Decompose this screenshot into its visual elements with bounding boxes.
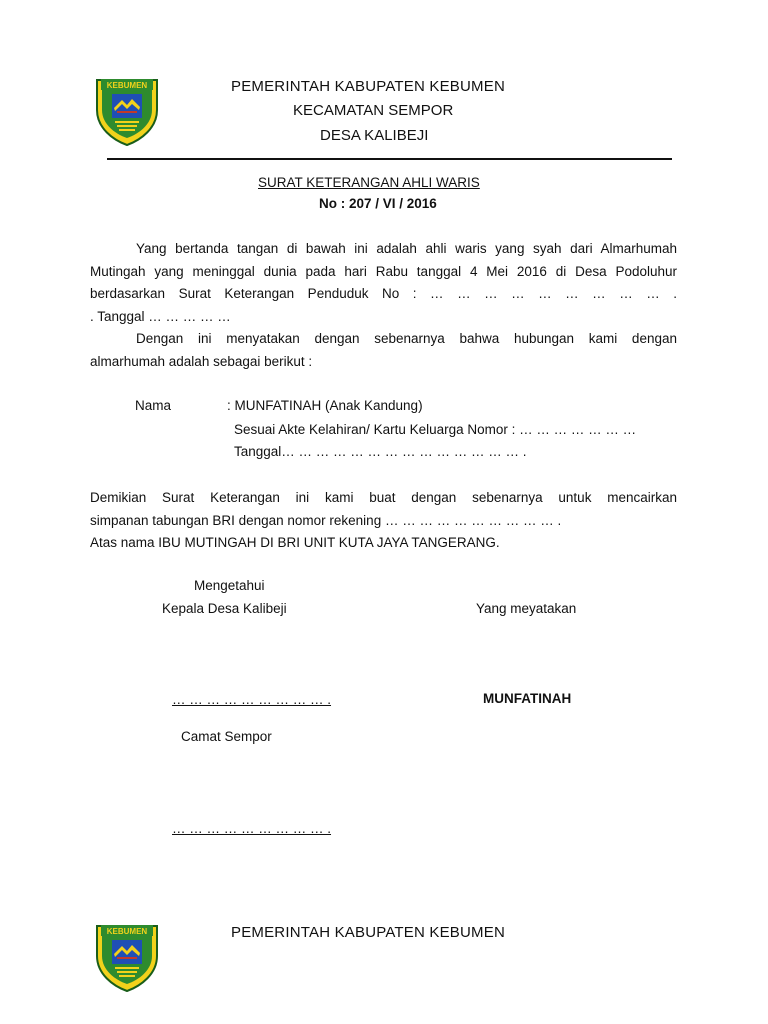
heir-name-label: Nama <box>135 398 172 413</box>
kebumen-emblem-logo <box>95 920 159 992</box>
paragraph-opening <box>90 238 677 373</box>
paragraph-line: Yang bertanda tangan di bawah ini adalah ahli waris yang syah dari Almarhumah <box>136 241 677 256</box>
paragraph-line: simpanan tabungan BRI dengan nomor rekening … … … … … … … … … … . <box>90 512 562 528</box>
birth-date-line: Tanggal… … … … … … … … … … … … … … . <box>234 444 527 459</box>
document-number: No : 207 / VI / 2016 <box>319 196 437 211</box>
declarant-title: Yang meyatakan <box>476 601 577 616</box>
village-head-signature-line: … … … … … … … … … . <box>172 692 332 707</box>
svg-text:KEBUMEN: KEBUMEN <box>106 81 148 90</box>
subdistrict-head-title: Camat Sempor <box>181 729 272 744</box>
paragraph-line: Mutingah yang meninggal dunia pada hari Rabu tanggal 4 Mei 2016 di Desa Podoluhur <box>90 263 677 279</box>
declarant-name: MUNFATINAH <box>483 691 572 706</box>
paragraph-closing <box>90 487 677 555</box>
paragraph-line: berdasarkan Surat Keterangan Penduduk No : … … … … … … … … … . <box>90 286 677 301</box>
acknowledged-label: Mengetahui <box>194 578 265 593</box>
paragraph-line: almarhumah adalah sebagai berikut : <box>90 353 313 369</box>
document-title: SURAT KETERANGAN AHLI WARIS <box>258 175 480 190</box>
header-government-line: PEMERINTAH KABUPATEN KEBUMEN <box>231 78 505 95</box>
village-head-title: Kepala Desa Kalibeji <box>162 601 287 616</box>
kebumen-emblem-logo <box>95 74 159 146</box>
header-village-line: DESA KALIBEJI <box>320 127 429 144</box>
paragraph-line: Atas nama IBU MUTINGAH DI BRI UNIT KUTA JAYA TANGERANG. <box>90 535 500 550</box>
birth-certificate-line: Sesuai Akte Kelahiran/ Kartu Keluarga Nomor : … … … … … … … <box>234 422 637 437</box>
subdistrict-head-signature-line: … … … … … … … … … . <box>172 821 332 836</box>
header-district-line: KECAMATAN SEMPOR <box>293 102 454 119</box>
header-divider <box>107 158 672 160</box>
paragraph-line: . Tanggal … … … … … <box>90 308 231 324</box>
paragraph-line: Dengan ini menyatakan dengan sebenarnya bahwa hubungan kami dengan <box>136 331 677 346</box>
paragraph-line: Demikian Surat Keterangan ini kami buat dengan sebenarnya untuk mencairkan <box>90 490 677 505</box>
svg-text:KEBUMEN: KEBUMEN <box>106 927 148 936</box>
heir-name-value: : MUNFATINAH (Anak Kandung) <box>227 398 423 413</box>
header-government-line: PEMERINTAH KABUPATEN KEBUMEN <box>231 924 505 941</box>
